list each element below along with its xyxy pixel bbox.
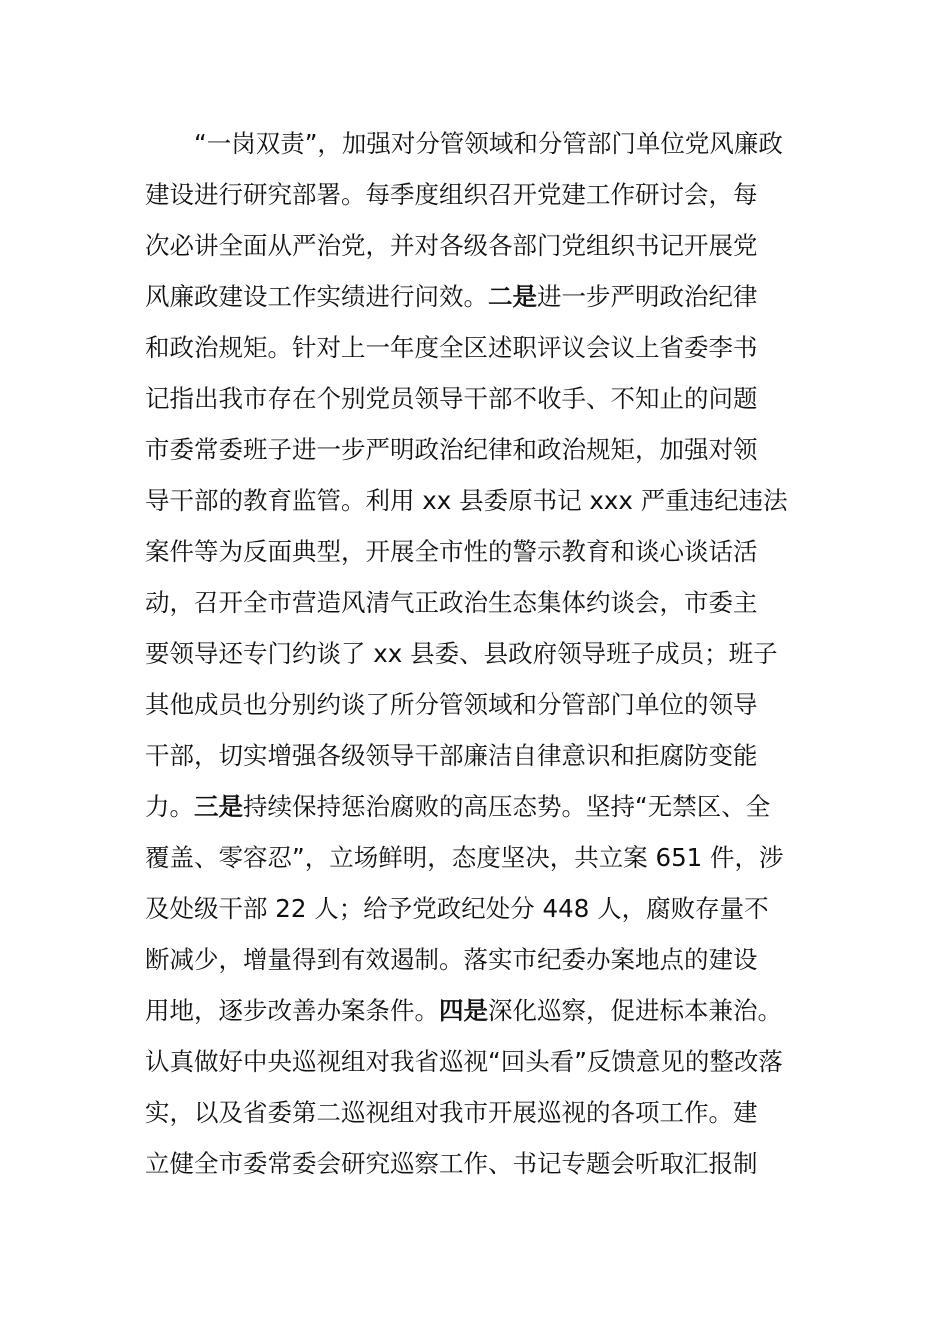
- text-line: [145, 832, 825, 883]
- text-segment: 其他成员也分别约谈了所分管领域和分管部门单位的领导: [145, 690, 758, 719]
- text-line: [145, 883, 825, 934]
- text-line: [145, 322, 825, 373]
- text-line: [145, 781, 825, 832]
- text-line: [145, 424, 825, 475]
- text-segment: 及处级干部 22 人；给予党政纪处分 448 人，腐败存量不: [145, 894, 769, 923]
- text-segment: 认真做好中央巡视组对我省巡视“回头看”反馈意见的整改落: [145, 1047, 783, 1076]
- text-segment: 动，召开全市营造风清气正政治生态集体约谈会，市委主: [145, 588, 758, 617]
- text-line: [145, 679, 825, 730]
- text-segment: 深化巡察，促进标本兼治。: [488, 996, 782, 1025]
- text-segment: 次必讲全面从严治党，并对各级各部门党组织书记开展党: [145, 231, 758, 260]
- text-segment: 持续保持惩治腐败的高压态势。坚持“无禁区、全: [243, 792, 771, 821]
- text-line: [145, 118, 825, 169]
- text-segment: 干部，切实增强各级领导干部廉洁自律意识和拒腐防变能: [145, 741, 758, 770]
- text-segment: 实，以及省委第二巡视组对我市开展巡视的各项工作。建: [145, 1098, 758, 1127]
- text-line: [145, 985, 825, 1036]
- text-segment: 用地，逐步改善办案条件。: [145, 996, 439, 1025]
- text-segment: 进一步严明政治纪律: [537, 282, 758, 311]
- text-line: [145, 1138, 825, 1189]
- section-marker-three: 三是: [194, 792, 243, 821]
- text-segment: 导干部的教育监管。利用 xx 县委原书记 xxx 严重违纪违法: [145, 486, 788, 515]
- text-segment: “一岗双责”，加强对分管领域和分管部门单位党风廉政: [194, 129, 783, 158]
- text-segment: 和政治规矩。针对上一年度全区述职评议会议上省委李书: [145, 333, 758, 362]
- text-segment: 覆盖、零容忍”，立场鲜明，态度坚决，共立案 651 件，涉: [145, 843, 784, 872]
- text-segment: 断减少，增量得到有效遏制。落实市纪委办案地点的建设: [145, 945, 758, 974]
- text-line: [145, 526, 825, 577]
- body-paragraph: [145, 118, 825, 1189]
- text-segment: 立健全市委常委会研究巡察工作、书记专题会听取汇报制: [145, 1149, 758, 1178]
- text-line: [145, 577, 825, 628]
- text-segment: 要领导还专门约谈了 xx 县委、县政府领导班子成员；班子: [145, 639, 778, 668]
- text-segment: 建设进行研究部署。每季度组织召开党建工作研讨会，每: [145, 180, 758, 209]
- text-line: [145, 475, 825, 526]
- text-line: [145, 730, 825, 781]
- text-line: [145, 1087, 825, 1138]
- text-line: [145, 220, 825, 271]
- text-segment: 市委常委班子进一步严明政治纪律和政治规矩，加强对领: [145, 435, 758, 464]
- text-line: [145, 271, 825, 322]
- text-line: [145, 373, 825, 424]
- section-marker-two: 二是: [488, 282, 537, 311]
- text-line: [145, 934, 825, 985]
- text-segment: 风廉政建设工作实绩进行问效。: [145, 282, 488, 311]
- text-line: [145, 628, 825, 679]
- section-marker-four: 四是: [439, 996, 488, 1025]
- text-line: [145, 169, 825, 220]
- text-line: [145, 1036, 825, 1087]
- text-segment: 记指出我市存在个别党员领导干部不收手、不知止的问题: [145, 384, 758, 413]
- text-segment: 力。: [145, 792, 194, 821]
- text-segment: 案件等为反面典型，开展全市性的警示教育和谈心谈话活: [145, 537, 758, 566]
